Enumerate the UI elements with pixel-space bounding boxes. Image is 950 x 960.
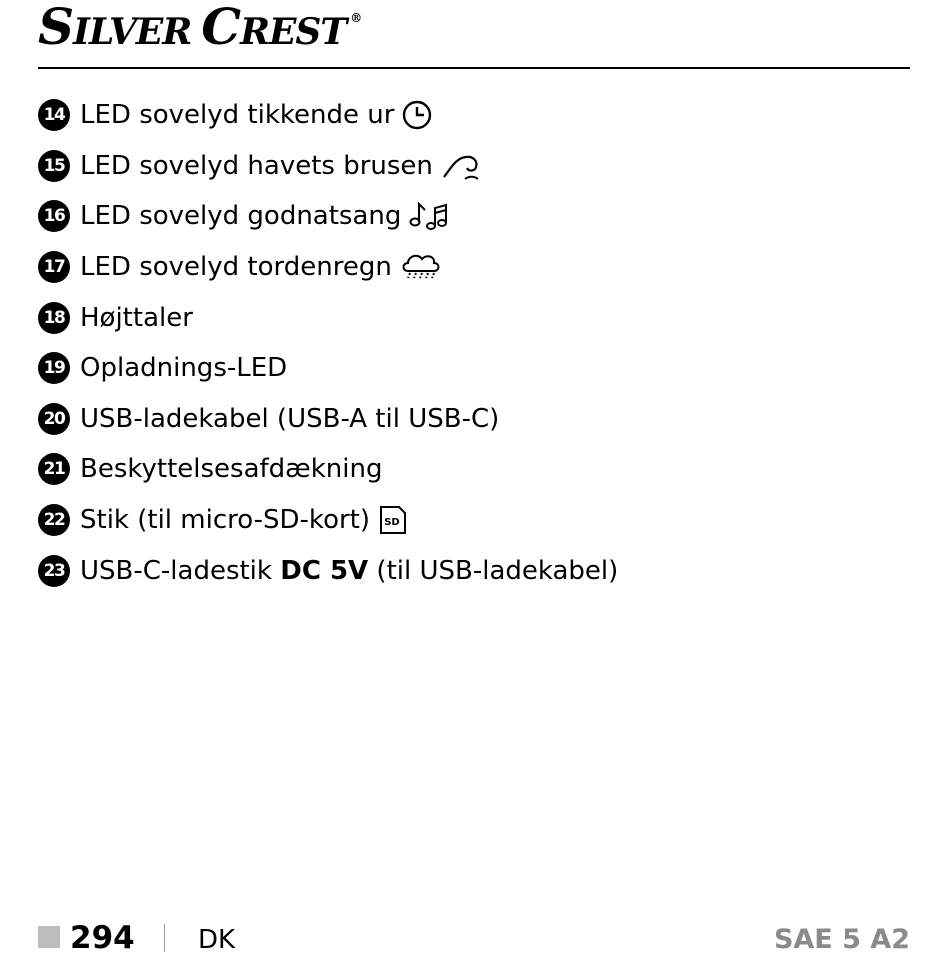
item-label-part: (til USB-ladekabel) xyxy=(368,555,619,586)
list-item xyxy=(38,444,618,495)
item-number-badge: 18 xyxy=(38,302,70,334)
item-number-badge: 22 xyxy=(38,504,70,536)
item-number-badge: 21 xyxy=(38,453,70,485)
item-label: LED sovelyd tordenregn xyxy=(80,252,392,283)
wave-icon xyxy=(441,151,481,181)
model-number: SAE 5 A2 xyxy=(773,924,910,955)
item-label-part: USB-C-ladestik xyxy=(80,555,281,586)
item-number-badge: 16 xyxy=(38,200,70,232)
list-item xyxy=(38,394,618,445)
list-item xyxy=(38,242,618,293)
footer-divider xyxy=(164,924,165,952)
item-number-badge: 23 xyxy=(38,555,70,587)
list-item xyxy=(38,545,618,596)
brand-logo xyxy=(38,0,362,56)
page-footer xyxy=(38,916,910,960)
brand-letters: REST xyxy=(240,11,347,53)
item-label: Stik (til micro-SD-kort) xyxy=(80,505,370,536)
item-number-badge: 17 xyxy=(38,251,70,283)
footer-square xyxy=(38,926,60,948)
list-item xyxy=(38,141,618,192)
item-label: LED sovelyd tikkende ur xyxy=(80,100,395,131)
item-label: LED sovelyd havets brusen xyxy=(80,150,433,181)
clock-icon xyxy=(402,100,432,130)
header-rule xyxy=(38,67,910,69)
rain-cloud-icon xyxy=(400,251,442,283)
list-item xyxy=(38,343,618,394)
item-label xyxy=(80,556,618,586)
item-number-badge: 20 xyxy=(38,403,70,435)
sd-card-icon-label: SD xyxy=(384,517,400,529)
item-label: Opladnings-LED xyxy=(80,353,288,384)
sd-card-icon xyxy=(378,505,408,535)
item-label-bold: DC 5V xyxy=(280,555,369,586)
list-item xyxy=(38,191,618,242)
item-label: Beskyttelsesafdækning xyxy=(80,454,383,485)
component-list xyxy=(38,90,618,596)
brand-letter: C xyxy=(201,0,241,56)
music-notes-icon xyxy=(409,200,449,232)
item-number-badge: 14 xyxy=(38,99,70,131)
item-number-badge: 15 xyxy=(38,150,70,182)
language-code: DK xyxy=(198,925,236,955)
item-label: Højttaler xyxy=(80,302,193,333)
item-label: LED sovelyd godnatsang xyxy=(80,201,402,232)
item-number-badge: 19 xyxy=(38,352,70,384)
brand-letter: S xyxy=(38,0,74,56)
item-label: USB-ladekabel (USB-A til USB-C) xyxy=(80,403,500,434)
brand-letters: ILVER xyxy=(73,11,192,53)
list-item xyxy=(38,495,618,546)
registered-mark: ® xyxy=(350,11,362,25)
list-item xyxy=(38,90,618,141)
list-item xyxy=(38,292,618,343)
page-number: 294 xyxy=(70,920,135,956)
